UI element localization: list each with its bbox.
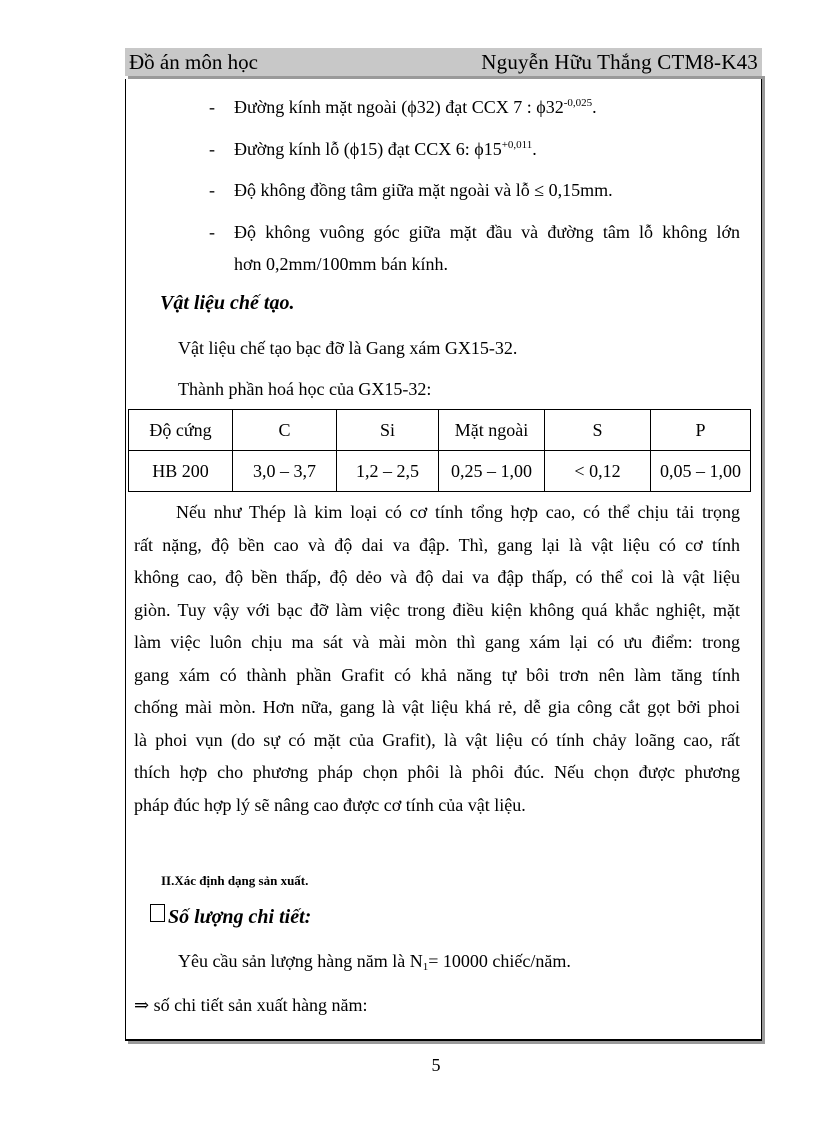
paragraph-line: giòn. Tuy vậy với bạc đỡ làm việc trong điều kiện không quá khắc nghiệt, mặt xyxy=(134,599,740,620)
table-cell: 0,25 – 1,00 xyxy=(439,451,545,492)
bullet-marker: - xyxy=(209,222,215,242)
bullet-marker: - xyxy=(209,139,215,159)
paragraph-line: không cao, độ bền thấp, độ dẻo và độ dai va đập thấp, có thể coi là vật liệu xyxy=(134,567,740,587)
table-cell: 3,0 – 3,7 xyxy=(233,451,337,492)
header-author: Nguyễn Hữu Thắng CTM8-K43 xyxy=(481,50,758,74)
body-paragraph xyxy=(134,496,740,821)
production-volume-line: Yêu cầu sản lượng hàng năm là $N_1= 10000$ chiếc/năm. xyxy=(178,951,571,973)
frame-shadow-bottom xyxy=(128,1041,765,1044)
table-header-cell: C xyxy=(233,410,337,451)
table-cell: < 0,12 xyxy=(545,451,651,492)
paragraph-line: là phoi vụn (do sự có mặt của Grafit), là vật liệu có tính chảy loãng cao, rất xyxy=(134,729,740,750)
bullet-bore-diameter: Đường kính lỗ (ϕ15) đạt CCX 6: $\phi 15^{+0,011}$. xyxy=(234,139,537,159)
implies-arrow-icon: ⇒ xyxy=(134,995,150,1015)
composition-table xyxy=(128,409,751,492)
table-header-cell: Si xyxy=(337,410,439,451)
bullet-marker: - xyxy=(209,180,215,200)
bullet-perpendicularity-cont: hơn 0,2mm/100mm bán kính. xyxy=(234,254,449,274)
paragraph-line: thích hợp cho phương pháp chọn phôi là phôi đúc. Nếu chọn được phương xyxy=(134,762,740,782)
header-course-title: Đồ án môn học xyxy=(129,50,258,74)
bullet-outer-diameter: Đường kính mặt ngoài (ϕ32) đạt CCX 7 : $\phi 32^{-0,025}$. xyxy=(234,97,597,117)
table-cell: 1,2 – 2,5 xyxy=(337,451,439,492)
page-header xyxy=(125,48,762,76)
annual-count-line: ⇒ số chi tiết sản xuất hàng năm: xyxy=(134,995,368,1015)
material-line-2: Thành phần hoá học của GX15-32: xyxy=(178,379,432,399)
paragraph-line: làm việc luôn chịu ma sát và mài mòn thì gang xám lại có ưu điểm: trong xyxy=(134,632,740,652)
table-header-row xyxy=(129,410,751,451)
page-number: 5 xyxy=(431,1055,441,1075)
bullet-perpendicularity: Độ không vuông góc giữa mặt đầu và đường tâm lỗ không lớn xyxy=(234,222,740,242)
table-header-cell: P xyxy=(651,410,751,451)
table-cell: HB 200 xyxy=(129,451,233,492)
frame-shadow-right xyxy=(762,79,765,1044)
table-header-cell: S xyxy=(545,410,651,451)
material-line-1: Vật liệu chế tạo bạc đỡ là Gang xám GX15-32. xyxy=(178,338,518,358)
checkbox-bullet-icon xyxy=(150,904,165,922)
bullet-marker: - xyxy=(209,97,215,117)
material-heading: Vật liệu chế tạo. xyxy=(160,292,295,314)
paragraph-line: chống mài mòn. Hơn nữa, gang là vật liệu khá rẻ, dễ gia công cắt gọt bởi phoi xyxy=(134,697,740,717)
table-cell: 0,05 – 1,00 xyxy=(651,451,751,492)
section-2-heading: II.Xác định dạng sản xuất. xyxy=(161,873,309,888)
paragraph-line: pháp đúc hợp lý sẽ nâng cao được cơ tính của vật liệu. xyxy=(134,794,526,815)
paragraph-line: rất nặng, độ bền cao và độ dai va đập. Thì, gang lại là vật liệu có cơ tính xyxy=(134,534,740,555)
paragraph-line: gang xám có thành phần Grafit có khả năng tự bôi trơn nên làm tăng tính xyxy=(134,664,740,685)
quantity-subheading: Số lượng chi tiết: xyxy=(168,906,312,928)
table-header-cell: Độ cứng xyxy=(129,410,233,451)
bullet-concentricity: Độ không đồng tâm giữa mặt ngoài và lỗ ≤ 0,15mm. xyxy=(234,180,613,200)
table-row xyxy=(129,451,751,492)
table-header-cell: Mặt ngoài xyxy=(439,410,545,451)
paragraph-line: Nếu như Thép là kim loại có cơ tính tổng hợp cao, có thể chịu tải trọng xyxy=(176,502,740,522)
